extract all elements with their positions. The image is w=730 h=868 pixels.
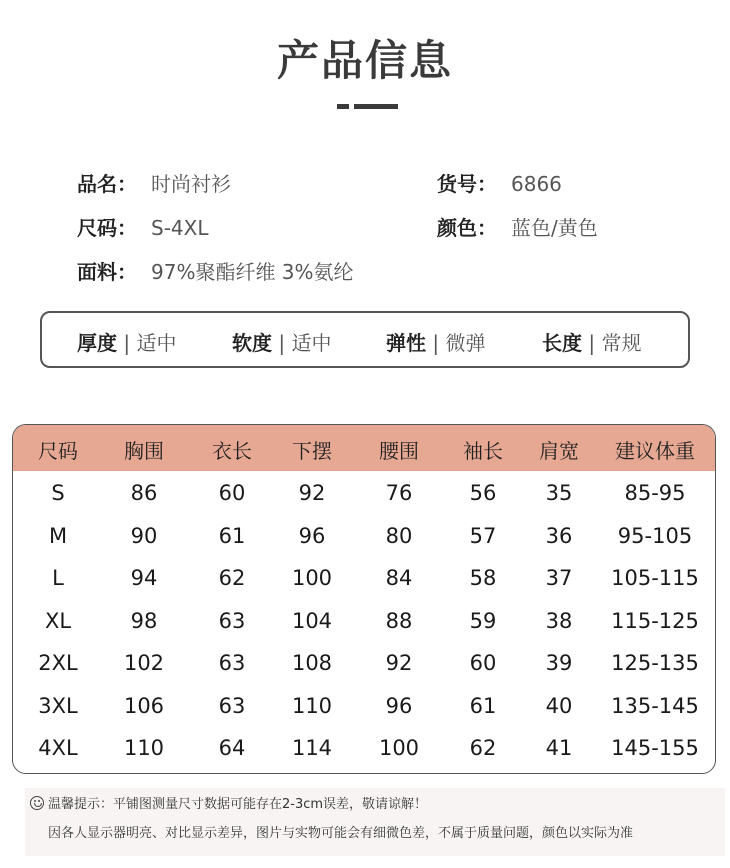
cell-size: M xyxy=(48,523,68,548)
cell-hem: 100 xyxy=(291,566,333,590)
cell-hem: 108 xyxy=(291,651,333,675)
attr-softness xyxy=(232,327,331,356)
product-sku xyxy=(437,168,562,197)
product-size-label: 尺码： xyxy=(77,216,137,240)
product-size xyxy=(77,212,208,241)
table-row xyxy=(13,558,715,600)
cell-sleeve: 56 xyxy=(469,481,497,505)
attr-label: 长度 xyxy=(542,331,582,355)
cell-chest: 102 xyxy=(123,651,165,675)
cell-weight: 145-155 xyxy=(611,736,699,760)
cell-chest: 94 xyxy=(130,566,158,590)
cell-sleeve: 58 xyxy=(469,566,497,590)
cell-length: 60 xyxy=(218,481,246,505)
cell-weight: 95-105 xyxy=(617,523,693,548)
table-row xyxy=(13,516,715,558)
cell-shoulder: 35 xyxy=(545,481,573,505)
cell-size: L xyxy=(52,566,64,590)
divider-short xyxy=(337,104,349,109)
cell-waist: 96 xyxy=(385,693,413,718)
cell-sleeve: 60 xyxy=(469,651,497,675)
notice-box xyxy=(25,788,725,856)
size-table-header xyxy=(13,425,715,471)
col-header-waist: 腰围 xyxy=(379,439,419,463)
divider-long xyxy=(354,104,398,109)
cell-weight: 115-125 xyxy=(611,608,699,633)
attr-value: | 适中 xyxy=(278,331,332,355)
cell-waist: 84 xyxy=(385,566,413,590)
cell-weight: 125-135 xyxy=(611,651,699,675)
notice-text-1: 温馨提示：平铺图测量尺寸数据可能存在2-3cm误差，敬请谅解！ xyxy=(48,797,428,812)
cell-chest: 90 xyxy=(130,523,158,548)
notice-line-2: 因各人显示器明亮、对比显示差异，图片与实物可能会有细微色差，不属于质量问题，颜色以实际为准 xyxy=(48,826,634,841)
cell-shoulder: 37 xyxy=(545,566,573,590)
cell-waist: 88 xyxy=(385,608,413,633)
cell-hem: 96 xyxy=(298,523,326,548)
product-fabric-value: 97%聚酯纤维 3%氨纶 xyxy=(151,260,354,284)
attr-label: 弹性 xyxy=(386,331,426,355)
product-name xyxy=(77,168,231,197)
cell-hem: 92 xyxy=(298,481,326,505)
attributes-box xyxy=(40,311,690,368)
col-header-weight: 建议体重 xyxy=(615,439,695,463)
attr-value: | 适中 xyxy=(123,331,177,355)
cell-sleeve: 62 xyxy=(469,736,497,760)
col-header-size: 尺码 xyxy=(38,439,78,463)
cell-chest: 106 xyxy=(123,693,165,718)
cell-length: 63 xyxy=(218,608,246,633)
cell-sleeve: 59 xyxy=(469,608,497,633)
cell-shoulder: 38 xyxy=(545,608,573,633)
cell-chest: 110 xyxy=(123,736,165,760)
attr-length xyxy=(542,327,641,356)
col-header-length: 衣长 xyxy=(212,439,252,463)
col-header-shoulder: 肩宽 xyxy=(539,439,579,463)
product-fabric xyxy=(77,256,354,285)
table-row xyxy=(13,473,715,515)
product-size-value: S-4XL xyxy=(151,216,209,240)
table-row xyxy=(13,601,715,643)
table-row xyxy=(13,728,715,770)
cell-size: 4XL xyxy=(38,736,78,760)
cell-shoulder: 41 xyxy=(545,736,573,760)
cell-chest: 98 xyxy=(130,608,158,633)
cell-waist: 92 xyxy=(385,651,413,675)
cell-waist: 80 xyxy=(385,523,413,548)
cell-length: 64 xyxy=(218,736,246,760)
attr-elasticity xyxy=(386,327,485,356)
col-header-sleeve: 袖长 xyxy=(463,439,503,463)
product-color-value: 蓝色/黄色 xyxy=(511,216,598,240)
product-color-label: 颜色： xyxy=(437,216,497,240)
table-row xyxy=(13,686,715,728)
cell-shoulder: 36 xyxy=(545,523,573,548)
cell-length: 63 xyxy=(218,693,246,718)
attr-thickness xyxy=(77,327,176,356)
col-header-chest: 胸围 xyxy=(124,439,164,463)
attr-value: | 常规 xyxy=(588,331,642,355)
attr-value: | 微弹 xyxy=(432,331,486,355)
cell-size: 2XL xyxy=(38,651,78,675)
product-sku-label: 货号： xyxy=(437,172,497,196)
cell-weight: 85-95 xyxy=(624,481,686,505)
cell-hem: 104 xyxy=(291,608,333,633)
cell-length: 63 xyxy=(218,651,246,675)
col-header-hem: 下摆 xyxy=(292,439,332,463)
title-divider xyxy=(0,104,730,110)
cell-length: 62 xyxy=(218,566,246,590)
cell-shoulder: 39 xyxy=(545,651,573,675)
cell-hem: 110 xyxy=(291,693,333,718)
page-title: 产品信息 xyxy=(276,36,453,85)
cell-size: S xyxy=(51,481,65,505)
cell-sleeve: 61 xyxy=(469,693,497,718)
cell-size: XL xyxy=(44,608,72,633)
product-name-label: 品名： xyxy=(77,172,137,196)
attr-label: 厚度 xyxy=(77,331,117,355)
cell-waist: 76 xyxy=(385,481,413,505)
cell-sleeve: 57 xyxy=(469,523,497,548)
cell-size: 3XL xyxy=(38,693,78,718)
size-table xyxy=(12,424,716,774)
product-fabric-label: 面料： xyxy=(77,260,137,284)
notice-line-1 xyxy=(30,793,427,812)
cell-shoulder: 40 xyxy=(545,693,573,718)
cell-waist: 100 xyxy=(378,736,420,760)
smile-icon xyxy=(30,796,44,810)
product-name-value: 时尚衬衫 xyxy=(151,172,231,196)
product-color xyxy=(437,212,598,241)
cell-hem: 114 xyxy=(291,736,333,760)
cell-chest: 86 xyxy=(130,481,158,505)
table-row xyxy=(13,643,715,685)
cell-weight: 105-115 xyxy=(611,566,699,590)
cell-length: 61 xyxy=(218,523,246,548)
attr-label: 软度 xyxy=(232,331,272,355)
cell-weight: 135-145 xyxy=(611,693,699,718)
product-sku-value: 6866 xyxy=(511,172,562,196)
